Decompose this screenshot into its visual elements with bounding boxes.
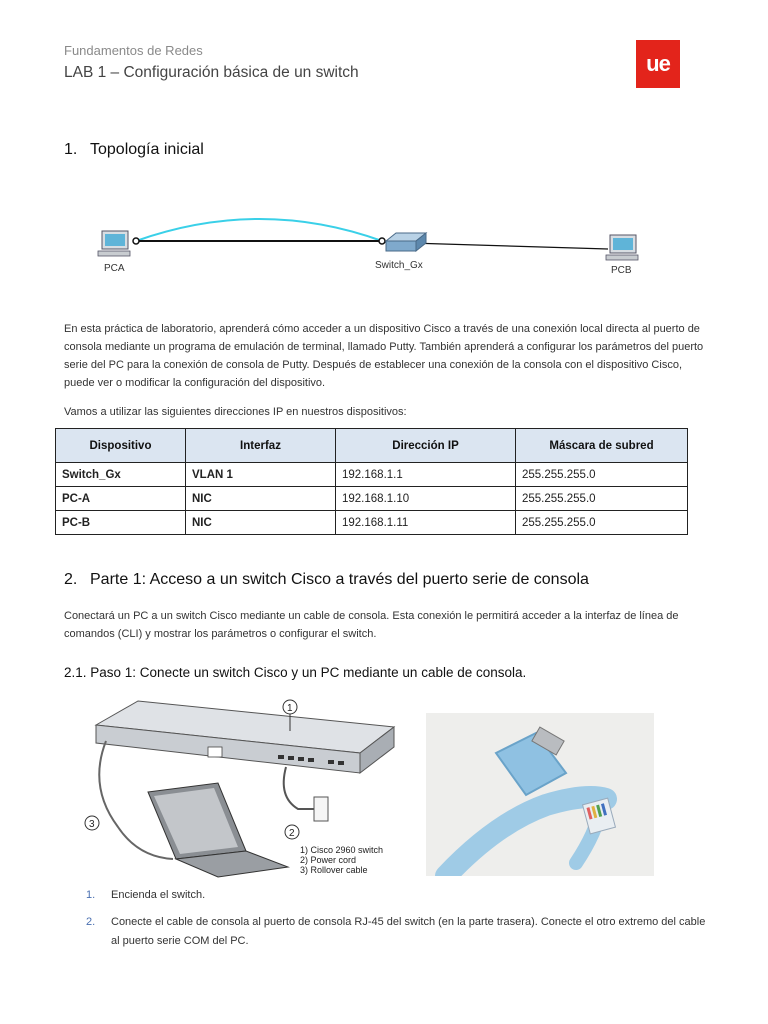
section2-number: 2.	[64, 571, 78, 588]
section1-heading	[64, 141, 204, 159]
topology-diagram	[90, 205, 650, 285]
ethernet-link-switch-pcb	[410, 243, 608, 249]
table-cell: 192.168.1.11	[336, 511, 516, 535]
section1-title: Topología inicial	[90, 141, 204, 158]
switch-connection-figure	[78, 697, 408, 882]
pc-icon	[98, 231, 130, 256]
switch-laptop-illustration	[78, 697, 408, 882]
table-cell: 192.168.1.10	[336, 487, 516, 511]
list-item-number: 2.	[86, 916, 96, 928]
pcb-label: PCB	[611, 265, 632, 276]
callout-3-text: 3	[89, 819, 95, 830]
table-cell: 255.255.255.0	[516, 487, 688, 511]
section1-intro: En esta práctica de laboratorio, aprenderá cómo acceder a un dispositivo Cisco a través de una conexión local directa al puerto de consola mediante un programa de emulación de terminal, llamado Putty. También aprenderá a configurar los parámetros del puerto serie del PC para la conexión de consola de Putty. Después de establecer una conexión de la consola con el dispositivo Cisco, puede ver o modificar la configuración del dispositivo.	[64, 323, 704, 389]
console-cable-photo	[426, 713, 654, 876]
table-cell: Switch_Gx	[56, 463, 186, 487]
legend-line-1: 1) Cisco 2960 switch	[300, 845, 384, 855]
table-cell: NIC	[186, 487, 336, 511]
pc-icon	[606, 235, 638, 260]
section2-intro: Conectará un PC a un switch Cisco mediante un cable de consola. Esta conexión le permitirá acceder a la interfaz de línea de comandos (CLI) y mostrar los parámetros o configurar el switch.	[64, 610, 679, 640]
list-item-number: 1.	[86, 889, 96, 901]
switch-label: Switch_Gx	[375, 260, 423, 271]
ip-intro: Vamos a utilizar las siguientes direcciones IP en nuestros dispositivos:	[64, 406, 407, 418]
pca-label: PCA	[104, 263, 125, 274]
list-item	[64, 886, 714, 905]
table-header-cell: Interfaz	[186, 429, 336, 463]
table-header-cell: Máscara de subred	[516, 429, 688, 463]
ip-address-table	[55, 428, 688, 535]
callout-2-text: 2	[289, 828, 295, 839]
table-row	[56, 511, 688, 535]
console-cable-link	[136, 219, 382, 241]
table-header-cell: Dispositivo	[56, 429, 186, 463]
switch-icon	[386, 233, 426, 251]
callout-1-text: 1	[287, 703, 293, 714]
table-cell: PC-A	[56, 487, 186, 511]
table-header-cell: Dirección IP	[336, 429, 516, 463]
list-item-text: Conecte el cable de consola al puerto de consola RJ-45 del switch (en la parte trasera). Conecte el otro extremo del cable al puerto serie COM del PC.	[111, 916, 706, 947]
section2-title: Parte 1: Acceso a un switch Cisco a través del puerto serie de consola	[90, 571, 589, 588]
link-endpoint	[133, 238, 139, 244]
section1-number: 1.	[64, 141, 78, 158]
table-header-row	[56, 429, 688, 463]
list-item	[64, 913, 714, 951]
table-cell: VLAN 1	[186, 463, 336, 487]
ue-logo: ue	[636, 40, 680, 88]
table-cell: PC-B	[56, 511, 186, 535]
header-lab-title: LAB 1 – Configuración básica de un switch	[64, 64, 359, 81]
table-cell: NIC	[186, 511, 336, 535]
table-cell: 255.255.255.0	[516, 511, 688, 535]
link-endpoint	[379, 238, 385, 244]
legend-line-2: 2) Power cord	[300, 855, 357, 865]
header-course: Fundamentos de Redes	[64, 43, 203, 58]
table-row	[56, 487, 688, 511]
table-cell: 192.168.1.1	[336, 463, 516, 487]
step1-heading: 2.1. Paso 1: Conecte un switch Cisco y un PC mediante un cable de consola.	[64, 665, 527, 680]
console-cable-illustration	[426, 713, 654, 876]
section2-heading	[64, 571, 589, 589]
step-list	[64, 886, 714, 951]
table-row	[56, 463, 688, 487]
list-item-text: Encienda el switch.	[111, 889, 206, 901]
legend-line-3: 3) Rollover cable	[300, 865, 368, 875]
topology-svg	[90, 205, 650, 285]
table-cell: 255.255.255.0	[516, 463, 688, 487]
